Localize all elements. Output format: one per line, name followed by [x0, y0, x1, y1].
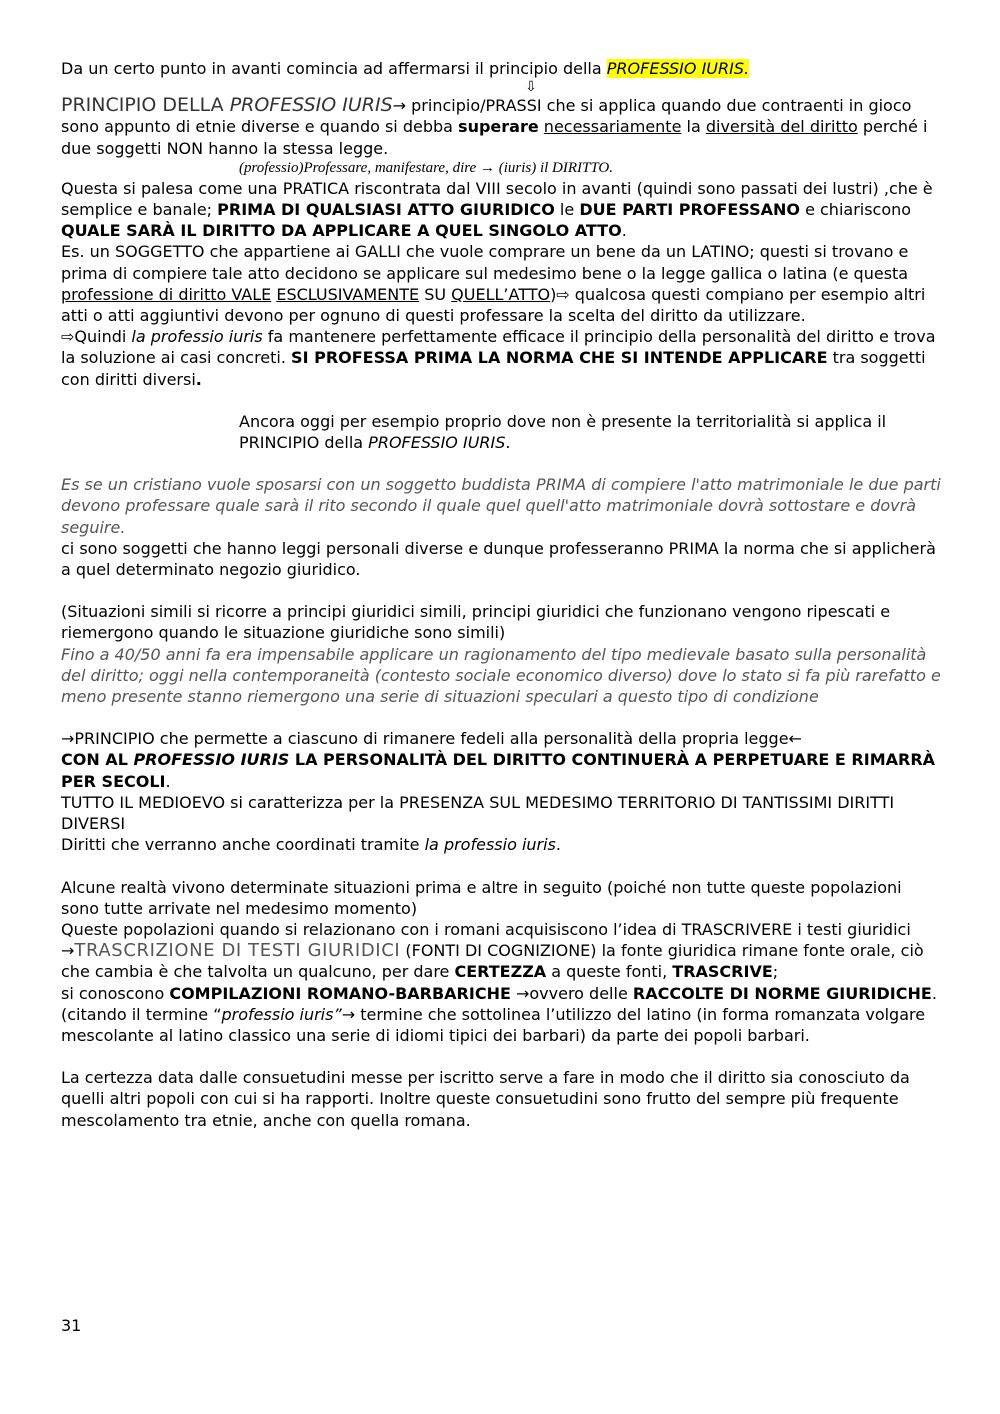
bold-statement: CON AL PROFESSIO IURIS LA PERSONALITÀ DEL DIRITTO CONTINUERÀ A PERPETUARE E RIMARRÀ PER SECOLI.: [61, 750, 936, 791]
section-heading: PRINCIPIO DELLA PROFESSIO IURIS: [61, 94, 393, 117]
page-body: [61, 58, 941, 1131]
principle-definition: PRINCIPIO DELLA PROFESSIO IURIS→ principio/PRASSI che si applica quando due contraenti in gioco sono appunto di etnie diverse e quando si debba superare necessariamente la diversità del diritto perché i due soggetti NON hanno la stessa legge.: [61, 94, 928, 158]
highlighted-term: PROFESSIO IURIS.: [606, 59, 750, 78]
marriage-example: Es se un cristiano vuole sposarsi con un soggetto buddista PRIMA di compiere l'atto matrimoniale le due parti devono professare quale sarà il rito secondo il quale quel quell'atto matrimoniale dovrà sottostare e dovrà seguire.: [61, 475, 941, 537]
transcription-paragraph: →TRASCRIZIONE DI TESTI GIURIDICI (FONTI DI COGNIZIONE) la fonte giuridica rimane fonte orale, ciò che cambia è che talvolta un qualcuno, per dare CERTEZZA a queste fonti, TRASCRIVE;: [61, 940, 924, 982]
today-paragraph: Ancora oggi per esempio proprio dove non è presente la territorialità si applica il PRINCIPIO della PROFESSIO IURIS.: [239, 411, 887, 453]
certainty-paragraph: La certezza data dalle consuetudini messe per iscritto serve a fare in modo che il diritto sia conosciuto da quelli altri popoli con cui si ha rapporti. Inoltre queste consuetudini sono frutto del sempre più frequente mescolamento tra etnie, anche con quella romana.: [61, 1068, 910, 1130]
transcription-idea-paragraph: Queste popolazioni quando si relazionano con i romani acquisiscono l’idea di TRASCRIVERE i testi giuridici: [61, 919, 911, 939]
intro-paragraph: Da un certo punto in avanti comincia ad affermarsi il principio della PROFESSIO IURIS.: [61, 59, 750, 78]
realities-paragraph: Alcune realtà vivono determinate situazioni prima e altre in seguito (poiché non tutte queste popolazioni sono tutte arrivate nel medesimo momento): [61, 877, 902, 918]
example-paragraph: Es. un SOGGETTO che appartiene ai GALLI che vuole comprare un bene da un LATINO; questi si trovano e prima di compiere tale atto decidono se applicare sul medesimo bene o la legge gallica o latina (e questa professione di diritto VALE ESCLUSIVAMENTE SU QUELL’ATTO)⇨ qualcosa questi compiano per esempio altri atti o atti aggiuntivi devono per ognuno di questi professare la scelta del diritto da utilizzare.: [61, 242, 926, 326]
coordination-paragraph: Diritti che verranno anche coordinati tramite la professio iuris.: [61, 835, 561, 855]
down-arrow-icon: ⇩: [525, 79, 537, 96]
practice-paragraph: Questa si palesa come una PRATICA riscontrata dal VIII secolo in avanti (quindi sono passati dei lustri) ,che è semplice e banale; PRIMA DI QUALSIASI ATTO GIURIDICO le DUE PARTI PROFESSANO e chiariscono QUALE SARÀ IL DIRITTO DA APPLICARE A QUEL SINGOLO ATTO.: [61, 178, 933, 241]
compilations-paragraph: si conoscono COMPILAZIONI ROMANO-BARBARICHE →ovvero delle RACCOLTE DI NORME GIURIDICHE.: [61, 983, 937, 1003]
transcription-heading: TRASCRIZIONE DI TESTI GIURIDICI: [74, 940, 401, 962]
contemporary-paragraph: Fino a 40/50 anni fa era impensabile applicare un ragionamento del tipo medievale basato sulla personalità del diritto; oggi nella contemporaneità (contesto sociale economico diverso) dove lo stato si fa più rarefatto e meno presente stanno riemergono una serie di situazioni speculari a questo tipo di condizione: [61, 644, 941, 707]
principle-arrow-line: →PRINCIPIO che permette a ciascuno di rimanere fedeli alla personalità della propria legge←: [61, 729, 802, 749]
page-number: 31: [61, 1316, 82, 1335]
personal-laws-paragraph: ci sono soggetti che hanno leggi personali diverse e dunque professeranno PRIMA la norma che si applicherà a quel determinato negozio giuridico.: [61, 538, 936, 580]
latin-term-paragraph: (citando il termine “professio iuris”→ termine che sottolinea l’utilizzo del latino (in forma romanzata volgare mescolante al latino classico una serie di idiomi tipici dei barbari) da parte dei popoli barbari.: [61, 1004, 926, 1045]
etymology-note: (professio)Professare, manifestare, dire → (iuris) il DIRITTO.: [239, 159, 614, 176]
medioevo-paragraph: TUTTO IL MEDIOEVO si caratterizza per la PRESENZA SUL MEDESIMO TERRITORIO DI TANTISSIMI DIRITTI DIVERSI: [61, 792, 895, 834]
conclusion-paragraph: ⇨Quindi la professio iuris fa mantenere perfettamente efficace il principio della personalità del diritto e trova la soluzione ai casi concreti. SI PROFESSA PRIMA LA NORMA CHE SI INTENDE APPLICARE tra soggetti con diritti diversi.: [61, 327, 936, 389]
similar-situations-paragraph: (Situazioni simili si ricorre a principi giuridici simili, principi giuridici che funzionano vengono ripescati e riemergono quando le situazione giuridiche sono simili): [61, 602, 891, 643]
